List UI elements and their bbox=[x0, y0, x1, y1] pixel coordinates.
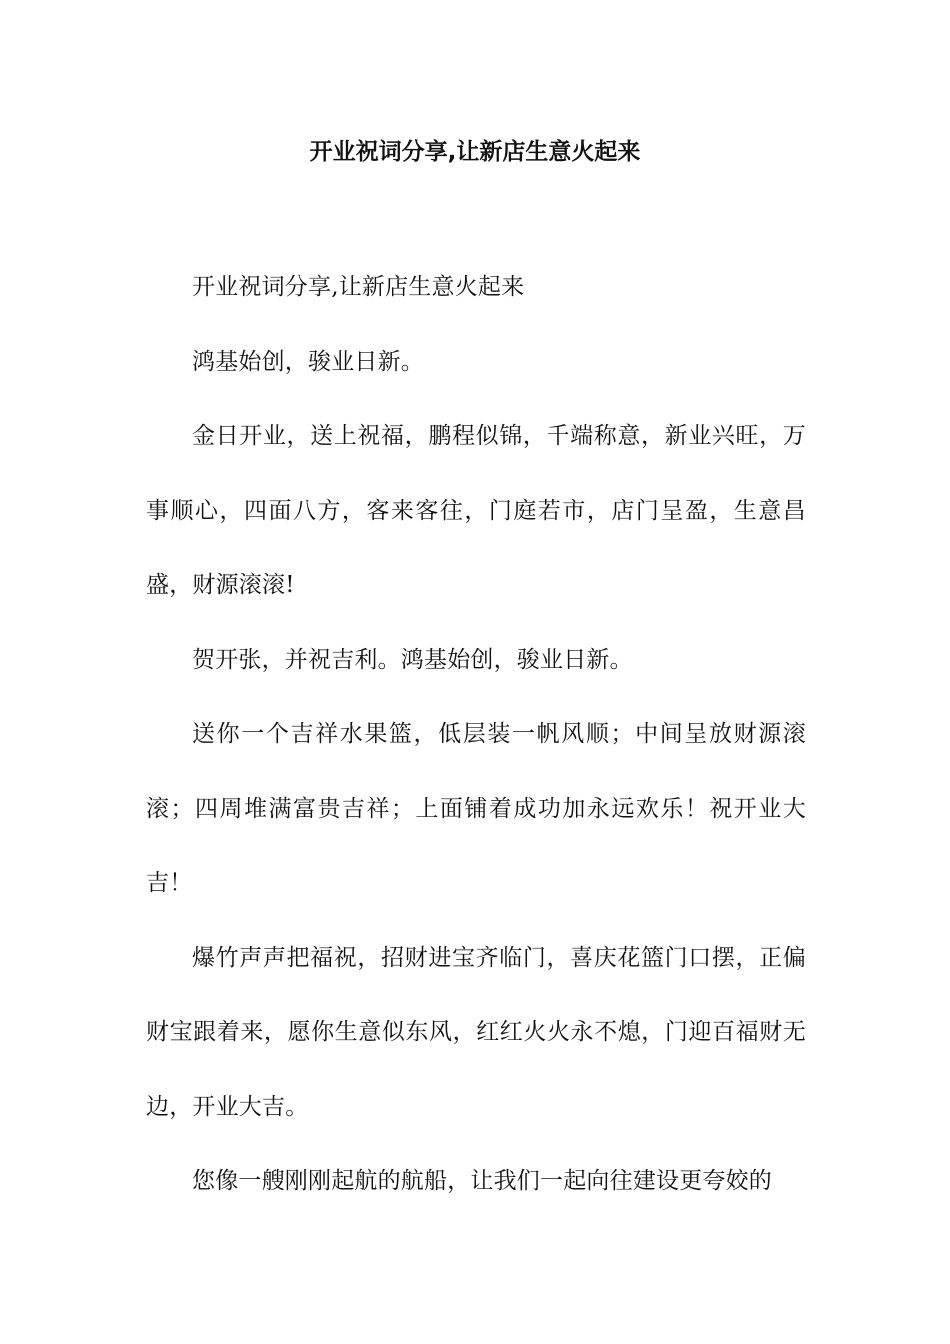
document-body bbox=[146, 250, 806, 1219]
document-title: 开业祝词分享,让新店生意火起来 bbox=[309, 139, 641, 165]
paragraph: 鸿基始创，骏业日新。 bbox=[192, 348, 424, 375]
paragraph: 金日开业，送上祝福，鹏程似锦，千端称意，新业兴旺，万事顺心，四面八方，客来客往，门庭若市，店门呈盈，生意昌盛，财源滚滚! bbox=[146, 423, 806, 598]
paragraph: 送你一个吉祥水果篮，低层装一帆风顺；中间呈放财源滚滚；四周堆满富贵吉祥；上面铺着成功加永远欢乐！祝开业大吉！ bbox=[146, 721, 806, 896]
paragraph-heading-repeat: 开业祝词分享,让新店生意火起来 bbox=[192, 274, 525, 300]
paragraph: 爆竹声声把福祝，招财进宝齐临门，喜庆花篮门口摆，正偏财宝跟着来，愿你生意似东风，红红火火永不熄，门迎百福财无边，开业大吉。 bbox=[146, 944, 806, 1120]
paragraph: 贺开张，并祝吉利。鸿基始创，骏业日新。 bbox=[192, 646, 633, 673]
paragraph: 您像一艘刚刚起航的航船，让我们一起向往建设更夸姣的 bbox=[192, 1168, 772, 1194]
